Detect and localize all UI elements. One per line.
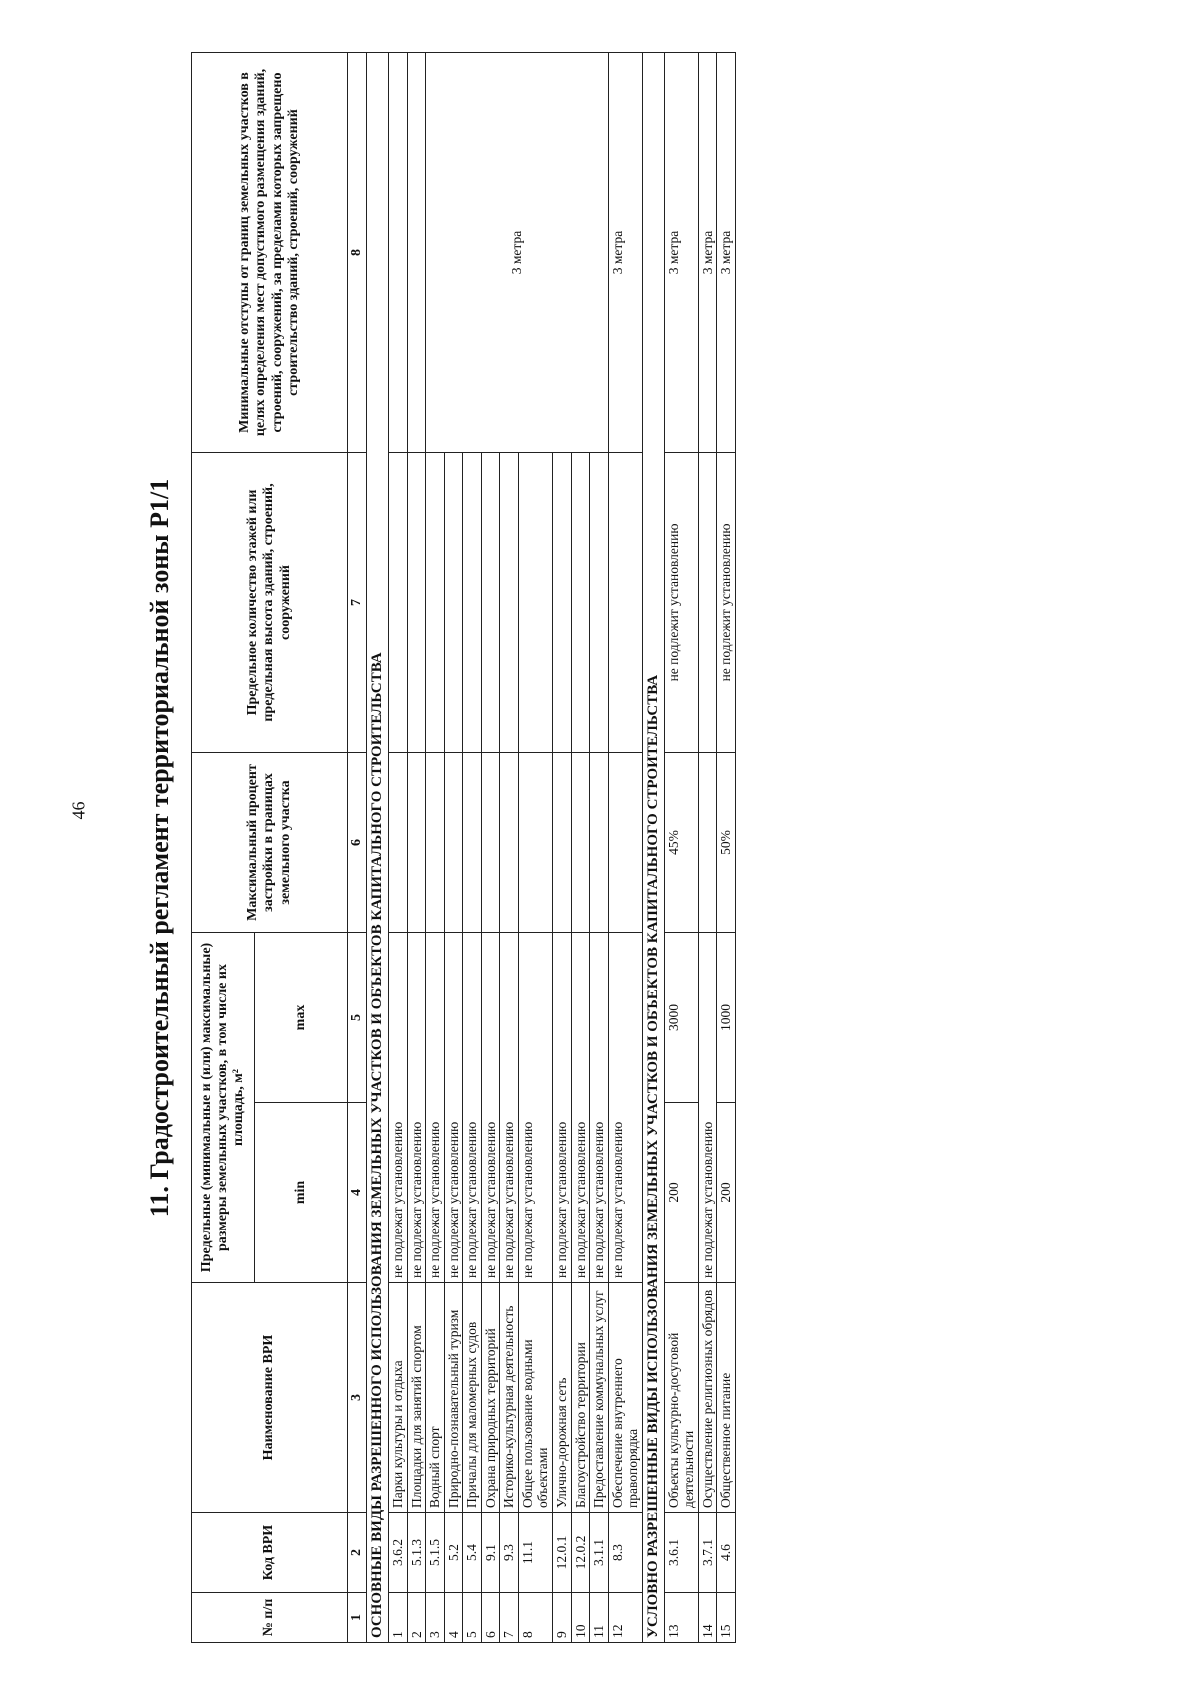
row-setback: 3 метра: [426, 53, 608, 453]
table-row: [426, 53, 445, 1643]
column-numbers-row: [348, 53, 367, 1643]
row-num: 11: [590, 1593, 609, 1643]
row-setback: 3 метра: [717, 53, 736, 453]
row-num: 13: [664, 1593, 698, 1643]
row-code: 5.2: [444, 1513, 463, 1593]
row-percent: 45%: [664, 753, 698, 933]
row-max: 3000: [664, 933, 698, 1103]
row-name: Осуществление религиозных обрядов: [698, 1283, 717, 1513]
row-name: Парки культуры и отдыха: [389, 1283, 408, 1513]
table-row: [717, 53, 736, 1643]
row-num: 1: [389, 1593, 408, 1643]
row-num: 15: [717, 1593, 736, 1643]
row-num: 7: [500, 1593, 519, 1643]
col-number-2: 2: [348, 1513, 367, 1593]
header-name: Наименование ВРИ: [192, 1283, 348, 1513]
row-code: 3.1.1: [590, 1513, 609, 1593]
header-max: max: [255, 933, 348, 1103]
row-num: 9: [552, 1593, 571, 1643]
row-num: 12: [608, 1593, 642, 1643]
row-floors: не подлежит установлению: [717, 453, 736, 753]
header-code: Код ВРИ: [192, 1513, 348, 1593]
col-number-1: 1: [348, 1593, 367, 1643]
row-num: 10: [571, 1593, 590, 1643]
row-area: не подлежат установлению: [552, 933, 571, 1283]
row-code: 8.3: [608, 1513, 642, 1593]
row-num: 2: [407, 1593, 426, 1643]
row-area: не подлежат установлению: [389, 933, 408, 1283]
row-name: Площадки для занятий спортом: [407, 1283, 426, 1513]
row-num: 14: [698, 1593, 717, 1643]
row-setback: 3 метра: [608, 53, 642, 453]
row-code: 11.1: [518, 1513, 552, 1593]
header-percent: Максимальный процент застройки в границах земельного участка: [192, 753, 348, 933]
row-name: Благоустройство территории: [571, 1283, 590, 1513]
row-name: Общее пользование водными объектами: [518, 1283, 552, 1513]
row-name: Обеспечение внутреннего правопорядка: [608, 1283, 642, 1513]
col-number-8: 8: [348, 53, 367, 453]
table-row: [608, 53, 642, 1643]
col-number-4: 4: [348, 1103, 367, 1283]
row-setback: 3 метра: [698, 53, 717, 453]
table-row: [698, 53, 717, 1643]
section-conditional: УСЛОВНО РАЗРЕШЕННЫЕ ВИДЫ ИСПОЛЬЗОВАНИЯ ЗЕМЕЛЬНЫХ УЧАСТКОВ И ОБЪЕКТОВ КАПИТАЛЬНОГО СТРОИТЕЛЬСТВА: [642, 53, 664, 1643]
header-floors: Предельное количество этажей или предельная высота зданий, строений, сооружений: [192, 453, 348, 753]
row-area: не подлежат установлению: [407, 933, 426, 1283]
row-area: не подлежат установлению: [444, 933, 463, 1283]
rotated-page: [135, 53, 1065, 1643]
row-code: 5.4: [463, 1513, 482, 1593]
row-setback: 3 метра: [664, 53, 698, 453]
row-num: 3: [426, 1593, 445, 1643]
document-title: 11. Градостроительный регламент территориальной зоны Р1/1: [145, 478, 174, 1218]
row-name: Историко-культурная деятельность: [500, 1283, 519, 1513]
row-area: не подлежат установлению: [571, 933, 590, 1283]
row-code: 5.1.5: [426, 1513, 445, 1593]
row-code: 9.3: [500, 1513, 519, 1593]
row-name: Причалы для маломерных судов: [463, 1283, 482, 1513]
header-min: min: [255, 1103, 348, 1283]
row-code: 9.1: [481, 1513, 500, 1593]
row-code: 3.7.1: [698, 1513, 717, 1593]
header-row-1: [192, 53, 255, 1643]
row-min: 200: [664, 1103, 698, 1283]
row-area: не подлежат установлению: [590, 933, 609, 1283]
row-floors: не подлежит установлению: [664, 453, 698, 753]
row-code: 3.6.1: [664, 1513, 698, 1593]
row-code: 4.6: [717, 1513, 736, 1593]
row-name: Улично-дорожная сеть: [552, 1283, 571, 1513]
col-number-6: 6: [348, 753, 367, 933]
regulation-table: [191, 52, 736, 1643]
row-code: 12.0.2: [571, 1513, 590, 1593]
row-area: не подлежат установлению: [608, 933, 642, 1283]
row-area: не подлежат установлению: [500, 933, 519, 1283]
table-row: [389, 53, 408, 1643]
row-num: 6: [481, 1593, 500, 1643]
row-min: 200: [717, 1103, 736, 1283]
header-area-text: Предельные (минимальные и (или) максимальные) размеры земельных участков, в том числе их площадь, м²: [198, 942, 247, 1273]
row-num: 5: [463, 1593, 482, 1643]
row-code: 5.1.3: [407, 1513, 426, 1593]
row-name: Охрана природных территорий: [481, 1283, 500, 1513]
page-number: 46: [68, 801, 89, 820]
row-name: Водный спорт: [426, 1283, 445, 1513]
table-row: [407, 53, 426, 1643]
row-code: 3.6.2: [389, 1513, 408, 1593]
row-area: не подлежат установлению: [518, 933, 552, 1283]
row-num: 8: [518, 1593, 552, 1643]
row-percent: 50%: [717, 753, 736, 933]
row-num: 4: [444, 1593, 463, 1643]
row-code: 12.0.1: [552, 1513, 571, 1593]
col-number-5: 5: [348, 933, 367, 1103]
row-max: 1000: [717, 933, 736, 1103]
section-main-row: [367, 53, 389, 1643]
row-area: не подлежат установлению: [698, 933, 717, 1283]
header-setback: Минимальные отступы от границ земельных участков в целях определения мест допустимого размещения зданий, строений, сооружений, за пределами которых запрещено строительство зданий, строений, сооружений: [192, 53, 348, 453]
row-name: Объекты культурно-досуговой деятельности: [664, 1283, 698, 1513]
section-conditional-row: [642, 53, 664, 1643]
row-area: не подлежат установлению: [426, 933, 445, 1283]
row-name: Общественное питание: [717, 1283, 736, 1513]
row-name: Природно-познавательный туризм: [444, 1283, 463, 1513]
section-main: ОСНОВНЫЕ ВИДЫ РАЗРЕШЕННОГО ИСПОЛЬЗОВАНИЯ ЗЕМЕЛЬНЫХ УЧАСТКОВ И ОБЪЕКТОВ КАПИТАЛЬНОГО СТРОИТЕЛЬСТВА: [367, 53, 389, 1643]
col-number-3: 3: [348, 1283, 367, 1513]
col-number-7: 7: [348, 453, 367, 753]
header-area: [192, 933, 255, 1283]
row-name: Предоставление коммунальных услуг: [590, 1283, 609, 1513]
table-row: [664, 53, 698, 1643]
row-area: не подлежат установлению: [481, 933, 500, 1283]
row-area: не подлежат установлению: [463, 933, 482, 1283]
header-num: № п/п: [192, 1593, 348, 1643]
